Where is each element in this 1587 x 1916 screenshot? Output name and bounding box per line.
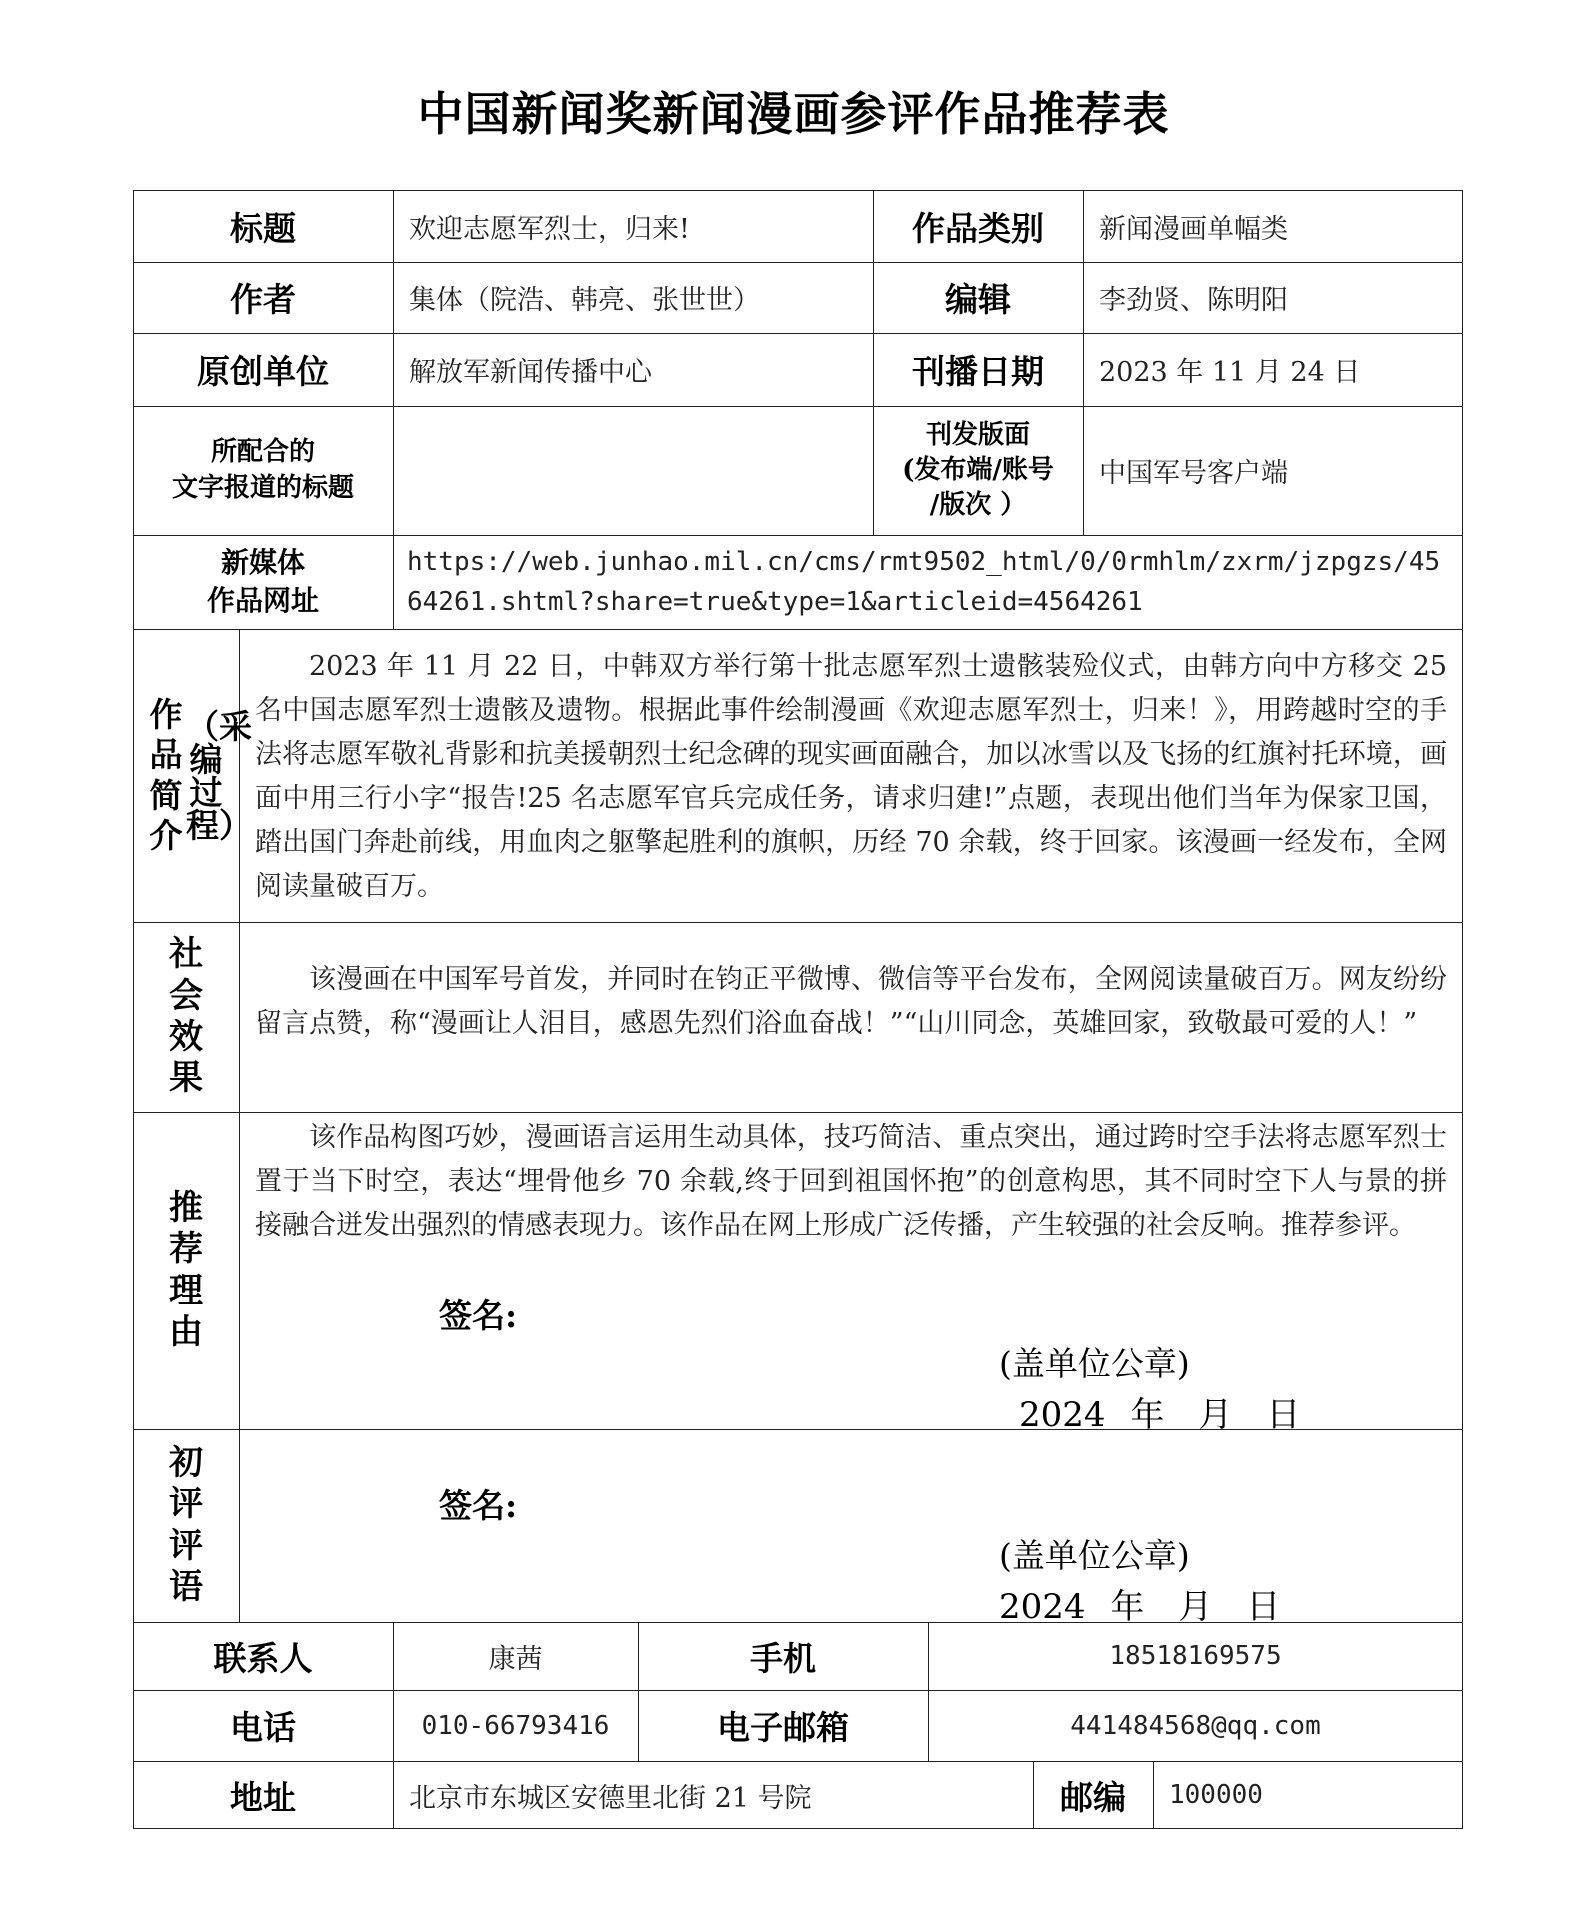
url-label-line2: 作品网址: [206, 584, 319, 617]
url-label: [133, 535, 393, 629]
edition-value: 中国军号客户端: [1099, 458, 1288, 489]
postcode-value: 100000: [1169, 1780, 1263, 1810]
review-label: 初评评语: [169, 1442, 203, 1607]
editor-label: 编辑: [945, 280, 1011, 319]
edition-label-line1: 刊发版面: [925, 419, 1030, 450]
edition-label-line2: (发布端/账号: [902, 454, 1054, 485]
date-value: 2023 年 11 月 24 日: [1099, 357, 1361, 388]
related-report-label: [133, 406, 393, 535]
contact-value: 康茜: [488, 1643, 543, 1675]
edition-label: [873, 406, 1083, 535]
email-label: 电子邮箱: [717, 1708, 849, 1747]
reason-stamp-label: (盖单位公章): [999, 1344, 1190, 1383]
title-value: 欢迎志愿军烈士，归来!: [409, 213, 690, 245]
email-value[interactable]: 441484568@qq.com: [1070, 1710, 1321, 1741]
effect-label: 社会效果: [169, 934, 203, 1099]
contact-label: 联系人: [213, 1638, 313, 1678]
postcode-label: 邮编: [1060, 1777, 1126, 1817]
date-label: 刊播日期: [912, 352, 1044, 391]
reason-date: 2024 年 月 日: [1019, 1395, 1301, 1435]
intro-label-inner: （采编过程）: [186, 706, 252, 845]
url-label-line1: 新媒体: [220, 546, 305, 580]
related-report-label-line1: 所配合的: [210, 437, 315, 468]
unit-value: 解放军新闻传播中心: [409, 357, 652, 388]
intro-text: 2023 年 11 月 22 日，中韩双方举行第十批志愿军烈士遗骸装殓仪式，由韩方向中方移交 25 名中国志愿军烈士遗骸及遗物。根据此事件绘制漫画《欢迎志愿军烈士，归来！》，用跨越时空的手法将志愿军敬礼背影和抗美援朝烈士纪念碑的现实画面融合，加以冰雪以及飞扬的红旗衬托环境，画面中用三行小字“报告!25 名志愿军官兵完成任务，请求归建!”点题，表现出他们当年为保家卫国，踏出国门奔赴前线，用血肉之躯擎起胜利的旗帜，历经 70 余载，终于回家。该漫画一经发布，全网阅读量破百万。: [255, 651, 1447, 902]
work-url-link[interactable]: https://web.junhao.mil.cn/cms/rmt9502_html/0/0rmhlm/zxrm/jzpgzs/4564261.shtml?share=true&type=1&articleid=4564261: [407, 547, 1441, 617]
reason-label: 推荐理由: [169, 1187, 203, 1352]
review-date: 2024 年 月 日: [999, 1587, 1281, 1627]
edition-label-line3: /版次 ）: [929, 490, 1027, 521]
category-value: 新闻漫画单幅类: [1099, 213, 1288, 245]
document-title: 中国新闻奖新闻漫画参评作品推荐表: [417, 87, 1170, 141]
phone-value: 010-66793416: [421, 1710, 610, 1741]
category-label: 作品类别: [912, 208, 1044, 248]
mobile-label: 手机: [750, 1638, 816, 1678]
effect-text: 该漫画在中国军号首发，并同时在钧正平微博、微信等平台发布，全网阅读量破百万。网友纷纷留言点赞，称“漫画让人泪目，感恩先烈们浴血奋战！”“山川同念，英雄回家，致敬最可爱的人！”: [255, 964, 1447, 1039]
reason-text: 该作品构图巧妙，漫画语言运用生动具体，技巧简洁、重点突出，通过跨时空手法将志愿军烈士置于当下时空，表达“埋骨他乡 70 余载,终于回到祖国怀抱”的创意构思，其不同时空下人与景的拼接融合迸发出强烈的情感表现力。该作品在网上形成广泛传播，产生较强的社会反响。推荐参评。: [255, 1122, 1447, 1241]
author-label: 作者: [230, 280, 296, 319]
address-value: 北京市东城区安德里北街 21 号院: [409, 1782, 812, 1814]
address-label: 地址: [230, 1777, 296, 1817]
review-stamp-label: (盖单位公章): [999, 1536, 1190, 1575]
unit-label: 原创单位: [197, 352, 329, 391]
editor-value: 李劲贤、陈明阳: [1099, 285, 1288, 316]
related-report-label-line2: 文字报道的标题: [171, 472, 354, 503]
title-label: 标题: [230, 208, 296, 248]
review-signature-label: 签名:: [439, 1486, 518, 1525]
author-value: 集体（院浩、韩亮、张世世）: [409, 285, 760, 316]
recommendation-form-table: [133, 190, 1463, 1829]
mobile-value: 18518169575: [1109, 1641, 1282, 1671]
phone-label: 电话: [230, 1708, 296, 1747]
intro-label-outer: 作品简介: [149, 695, 183, 855]
reason-signature-label: 签名:: [439, 1296, 518, 1335]
intro-label: [133, 629, 252, 922]
related-report-value: [393, 406, 873, 535]
